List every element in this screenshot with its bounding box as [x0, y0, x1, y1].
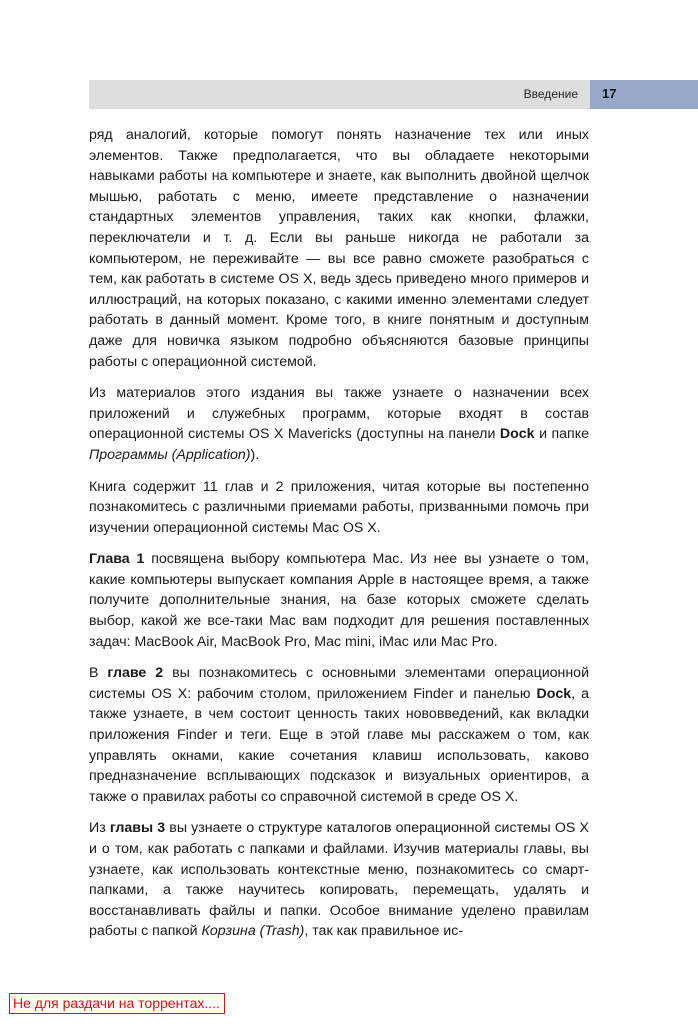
chapter-ref: главе 2	[107, 665, 164, 682]
text-run: ).	[250, 446, 260, 463]
text-run: Из	[89, 820, 110, 837]
text-run: ряд аналогий, которые помогут понять назначение тех или иных элементов. Также предполагается, что вы обладаете некоторыми навыками работы на компьютере и знаете, как выполнить двойной щелчок мышью, работать с меню, имеете представление о назначении стандартных элементов управления, таких как кнопки, флажки, переключатели и т. д. Если вы раньше никогда не работали за компьютером, не переживайте — вы все равно сможете разобраться с тем, как работать в системе OS X, ведь здесь приведено много примеров и иллюстраций, на которых показано, с какими именно элементами следует работать в данный момент. Кроме того, в книге понятным и доступным даже для новичка языком подробно объясняются базовые принципы работы с операционной системой.	[89, 127, 589, 370]
text-run: Из материалов этого издания вы также узнаете о назначении всех приложений и служебных программ, которые входят в состав операционной системы OS X Mavericks (доступны на панели	[89, 385, 589, 443]
chapter-ref: Глава 1	[89, 551, 145, 568]
text-run: вы узнаете о структуре каталогов операционной системы OS X и о том, как работать с папками и файлами. Изучив материалы главы, вы узнаете, как использовать контекстные меню, познакомитесь со смарт-папками, а также научитесь копировать, перемещать, удалять и восстанавливать файлы и папки. Особое внимание уделено правилам работы с папкой	[89, 820, 589, 940]
term-dock: Dock	[499, 426, 535, 443]
text-run: В	[89, 665, 108, 682]
section-title: Введение	[523, 87, 578, 101]
text-run: , так как правильное ис-	[304, 923, 464, 940]
paragraph-intro-continued	[89, 125, 589, 372]
page-number: 17	[602, 86, 617, 101]
watermark-notice: Не для раздачи на торрентах....	[9, 993, 225, 1014]
text-run: вы познакомитесь с основными элементами операционной системы OS X: рабочим столом, приложением Finder и панелью	[89, 665, 589, 702]
paragraph-apps	[89, 383, 589, 465]
paragraph-chapter-3	[89, 818, 589, 942]
body-text	[89, 125, 589, 953]
chapter-ref: главы 3	[109, 820, 166, 837]
paragraph-chapter-1	[89, 549, 589, 652]
term-dock: Dock	[536, 685, 572, 702]
paragraph-book-structure	[89, 477, 589, 539]
page-number-box	[590, 80, 698, 109]
text-run: и папке	[534, 426, 589, 443]
text-run: посвящена выбору компьютера Mac. Из нее вы узнаете о том, какие компьютеры выпускает компания Apple в настоящее время, а также получите дополнительные знания, на базе которых сможете сделать выбор, какой же все-таки Mac вам подходит для решения поставленных задач: MacBook Air, MacBook Pro, Mac mini, iMac или Mac Pro.	[89, 551, 589, 650]
running-header-bar	[89, 80, 590, 109]
paragraph-chapter-2	[89, 663, 589, 807]
text-run: , а также узнаете, в чем состоит ценность таких нововведений, как вкладки приложения Finder и теги. Еще в этой главе мы расскажем о том, как управлять окнами, какие сочетания клавиш использовать, каково предназначение всплывающих подсказок и визуальных ориентиров, а также о правилах работы со справочной системой в среде OS X.	[89, 685, 589, 805]
term-applications-folder: Программы (Application)	[89, 446, 251, 463]
text-run: Книга содержит 11 глав и 2 приложения, читая которые вы постепенно познакомитесь с различными приемами работы, призванными помочь при изучении операционной системы Mac OS X.	[89, 478, 589, 536]
term-trash-folder: Корзина (Trash)	[201, 923, 305, 940]
